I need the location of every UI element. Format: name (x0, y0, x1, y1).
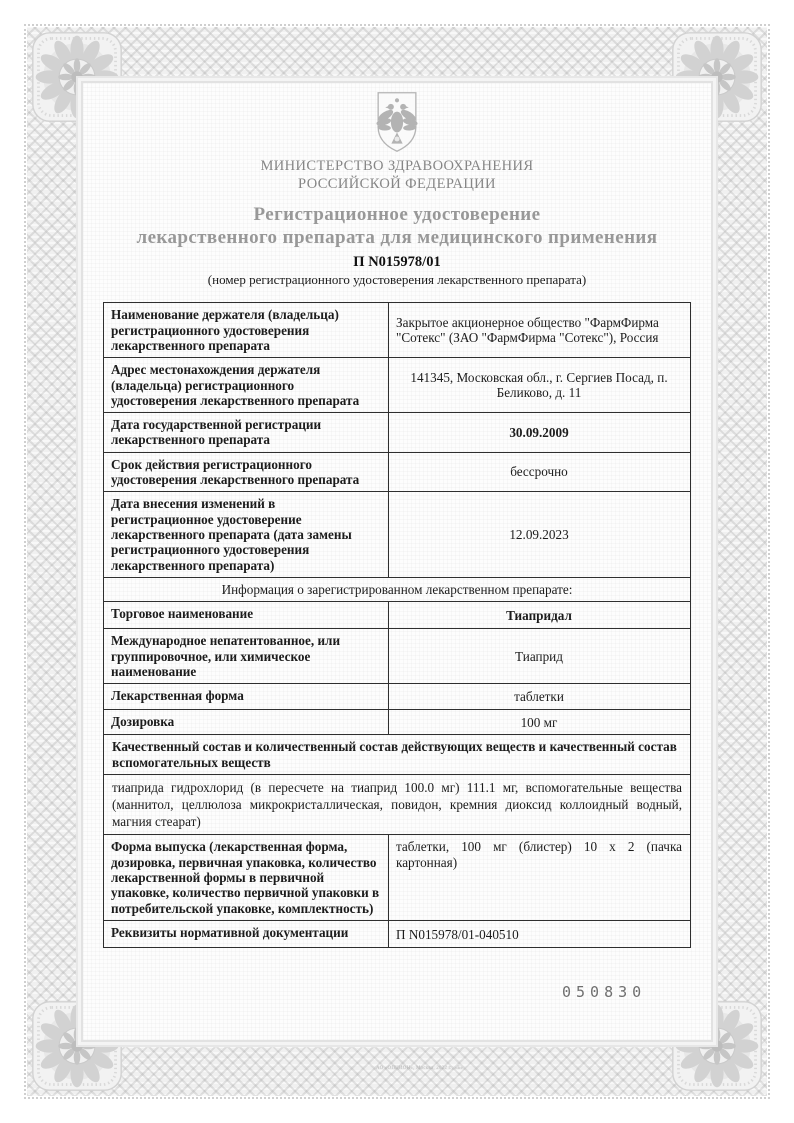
ministry-heading (83, 158, 711, 194)
title-line2: лекарственного препарата для медицинского применения (136, 227, 658, 249)
registration-table (103, 302, 691, 948)
row-value: 12.09.2023 (509, 527, 569, 543)
table-row-validity (104, 452, 690, 492)
title-line1: Регистрационное удостоверение (253, 203, 541, 225)
row-value: 100 мг (520, 714, 558, 730)
row-label: Реквизиты нормативной документации (104, 921, 389, 947)
row-value: 141345, Московская обл., г. Сергиев Посад, п. Беликово, д. 11 (410, 369, 668, 401)
table-row-regulatory-docs (104, 920, 690, 947)
row-value: таблетки, 100 мг (блистер) 10 х 2 (пачка картонная) (396, 839, 682, 870)
table-row-release-form (104, 834, 690, 920)
ministry-line1: МИНИСТЕРСТВО ЗДРАВООХРАНЕНИЯ (260, 158, 534, 174)
document-content (83, 83, 711, 1040)
table-row-dosage-form (104, 683, 690, 709)
coat-of-arms-icon (368, 89, 426, 155)
table-row-trade-name (104, 601, 690, 628)
printer-imprint: АО «ОПЦИОН», Москва, 2022 г., «Б» (376, 1066, 463, 1071)
row-value: бессрочно (510, 464, 568, 480)
table-row-dosage (104, 709, 690, 734)
row-value: 30.09.2009 (509, 424, 569, 440)
row-label: Торговое наименование (104, 602, 389, 628)
row-value: Тиаприд (515, 648, 563, 664)
certificate-number-caption: (номер регистрационного удостоверения лекарственного препарата) (207, 272, 587, 288)
row-label: Дата внесения изменений в регистрационное удостоверение лекарственного препарата (дата замены регистрационного удостоверения лекарственного препарата) (104, 492, 389, 577)
row-value: Закрытое акционерное общество "ФармФирма "Сотекс" (ЗАО "ФармФирма "Сотекс"), Россия (396, 314, 659, 346)
row-label: Адрес местонахождения держателя (владельца) регистрационного удостоверения лекарственного препарата (104, 358, 389, 412)
row-label: Дата государственной регистрации лекарственного препарата (104, 413, 389, 452)
composition-text: тиаприда гидрохлорид (в пересчете на тиаприд 100.0 мг) 111.1 мг, вспомогательные вещества (маннитол, целлюлоза микрокристаллическая, повидон, кремния диоксид коллоидный водный, магния стеарат) (104, 774, 690, 834)
row-label: Дозировка (104, 710, 389, 734)
table-row-inn (104, 628, 690, 683)
table-section-header: Информация о зарегистрированном лекарственном препарате: (104, 577, 690, 601)
row-label: Наименование держателя (владельца) регистрационного удостоверения лекарственного препарата (104, 303, 389, 357)
row-value: таблетки (514, 689, 564, 705)
blank-serial-number: 050830 (562, 983, 647, 1001)
ministry-line2: РОССИЙСКОЙ ФЕДЕРАЦИИ (298, 175, 496, 192)
row-label: Международное непатентованное, или группировочное, или химическое наименование (104, 629, 389, 683)
table-row-amendment-date (104, 491, 690, 577)
row-label: Лекарственная форма (104, 684, 389, 709)
row-label: Срок действия регистрационного удостоверения лекарственного препарата (104, 453, 389, 492)
row-label: Форма выпуска (лекарственная форма, дозировка, первичная упаковка, количество лекарственной формы в первичной упаковке, количество первичной упаковки в потребительской упаковке, комплектность) (104, 835, 389, 920)
composition-header: Качественный состав и количественный состав действующих веществ и качественный состав вспомогательных веществ (104, 734, 690, 774)
table-row-registration-date (104, 412, 690, 452)
table-row-holder-name (104, 303, 690, 357)
page-title (83, 203, 711, 249)
table-row-holder-address (104, 357, 690, 412)
row-value: П N015978/01-040510 (396, 926, 519, 942)
row-value: Тиапридал (506, 607, 572, 623)
certificate-number: П N015978/01 (353, 254, 441, 271)
